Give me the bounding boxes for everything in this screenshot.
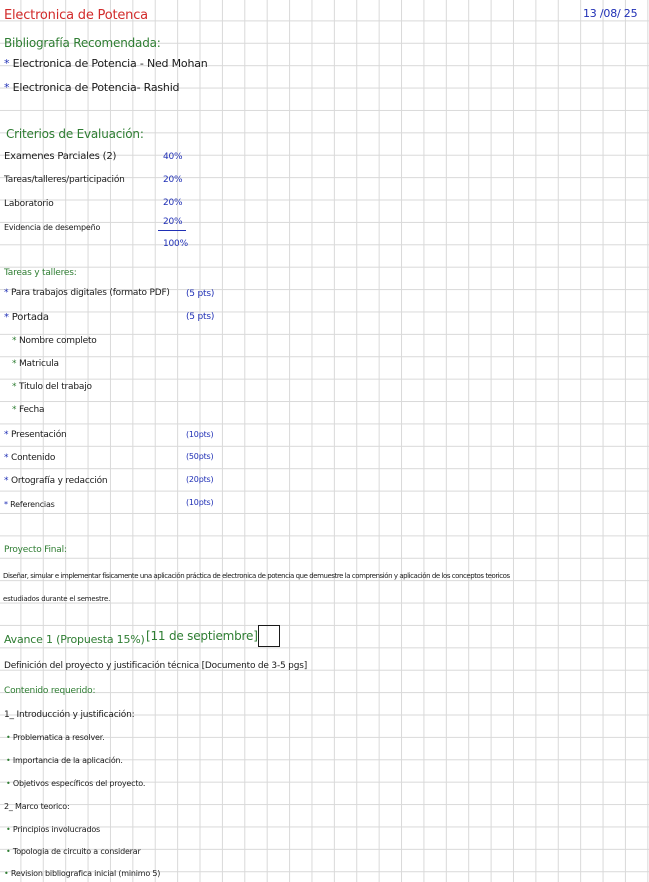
bullet-star-icon: * <box>12 336 17 346</box>
bullet-star-icon: * <box>12 382 17 392</box>
bullet-star-icon: * <box>4 500 8 509</box>
graded-label: Presentación <box>10 430 67 440</box>
bibliography-item-text: Electronica de Potencia - Ned Mohan <box>12 57 208 70</box>
advance-title: Avance 1 (Propuesta 15%) <box>4 633 145 646</box>
advance-subtitle: Definición del proyecto y justificación técnica [Documento de 3-5 pgs] <box>4 661 308 671</box>
bibliography-item-text: Electronica de Potencia- Rashid <box>12 81 180 94</box>
content-heading: Contenido requerido: <box>4 686 96 696</box>
graded-item <box>4 431 67 440</box>
criteria-value: 20% <box>163 217 183 227</box>
section-item <box>6 780 145 788</box>
sum-underline <box>158 230 186 231</box>
subitem-label: Titulo del trabajo <box>18 382 92 392</box>
bullet-star-icon: * <box>4 312 9 323</box>
item-label: Problematica a resolver. <box>12 733 105 742</box>
portada-subitem <box>12 383 92 392</box>
graded-item <box>4 454 55 463</box>
bullet-star-icon: * <box>4 81 10 94</box>
criteria-value: 20% <box>163 175 183 185</box>
task-points: (5 pts) <box>186 289 215 299</box>
criteria-value: 20% <box>163 198 183 208</box>
task-label: Para trabajos digitales (formato PDF) <box>10 288 170 298</box>
item-label: Objetivos específicos del proyecto. <box>12 779 146 788</box>
bibliography-item-1 <box>4 58 208 69</box>
bullet-star-icon: * <box>4 476 9 486</box>
section-item <box>6 826 100 834</box>
criteria-label: Examenes Parciales (2) <box>4 151 117 162</box>
criteria-value: 40% <box>163 152 183 162</box>
graded-points: (10pts) <box>186 430 214 439</box>
graded-points: (10pts) <box>186 498 214 507</box>
task-label: Portada <box>11 312 49 323</box>
page-title: Electronica de Potenca <box>4 8 148 23</box>
final-project-description: estudiados durante el semestre. <box>3 595 111 603</box>
bibliography-item-2 <box>4 82 179 93</box>
item-label: Importancia de la aplicación. <box>12 756 123 765</box>
bullet-star-icon: * <box>4 453 9 463</box>
graded-label: Contenido <box>10 453 56 463</box>
final-project-description: Diseñar, simular e implementar físicamente una aplicación práctica de electronica de potencia que demuestre la comprensión y aplicación de los conceptos teoricos <box>3 572 510 580</box>
bibliography-heading: Bibliografía Recomendada: <box>4 36 161 50</box>
section-item <box>6 848 141 856</box>
bullet-dot-icon: • <box>6 825 11 834</box>
subitem-label: Nombre completo <box>18 336 97 346</box>
criteria-total: 100% <box>163 239 188 249</box>
tasks-heading: Tareas y talleres: <box>4 268 77 278</box>
portada-subitem <box>12 337 97 346</box>
item-label: Principios involucrados <box>12 825 101 834</box>
portada-subitem <box>12 406 44 415</box>
bullet-star-icon: * <box>4 430 9 440</box>
bullet-dot-icon: • <box>6 847 11 856</box>
bullet-star-icon: * <box>12 405 17 415</box>
graded-points: (20pts) <box>186 475 214 484</box>
bullet-star-icon: * <box>4 57 10 70</box>
portada-subitem <box>12 360 59 369</box>
page-date: 13 /08/ 25 <box>583 7 638 20</box>
bullet-dot-icon: • <box>6 779 11 788</box>
criteria-heading: Criterios de Evaluación: <box>6 127 144 141</box>
graded-item <box>4 477 107 486</box>
bullet-star-icon: * <box>12 359 17 369</box>
advance-date: [11 de septiembre] <box>146 629 258 643</box>
subitem-label: Matricula <box>18 359 59 369</box>
criteria-label: Laboratorio <box>4 199 54 209</box>
section-item <box>6 757 123 765</box>
section-item <box>4 870 160 878</box>
item-label: Revision bibliografica inicial (minimo 5) <box>10 869 161 878</box>
graded-label: Ortografía y redacción <box>10 476 108 486</box>
bullet-dot-icon: • <box>6 756 11 765</box>
graded-points: (50pts) <box>186 452 214 461</box>
section-item <box>6 734 104 742</box>
task-item <box>4 289 170 298</box>
graded-item <box>4 501 55 509</box>
final-project-heading: Proyecto Final: <box>4 545 67 555</box>
task-points: (5 pts) <box>186 312 215 322</box>
task-item <box>4 313 49 323</box>
section-heading: 1_ Introducción y justificación: <box>4 710 135 720</box>
subitem-label: Fecha <box>18 405 45 415</box>
item-label: Topologia de circuito a considerar <box>12 847 141 856</box>
bullet-dot-icon: • <box>6 733 11 742</box>
graded-label: Referencias <box>10 500 55 509</box>
bullet-star-icon: * <box>4 288 9 298</box>
bullet-dot-icon: • <box>4 869 9 878</box>
section-heading: 2_ Marco teorico: <box>4 802 70 811</box>
criteria-label: Evidencia de desempeño <box>4 223 101 232</box>
checkbox[interactable] <box>258 625 280 647</box>
criteria-label: Tareas/talleres/participación <box>4 175 125 185</box>
